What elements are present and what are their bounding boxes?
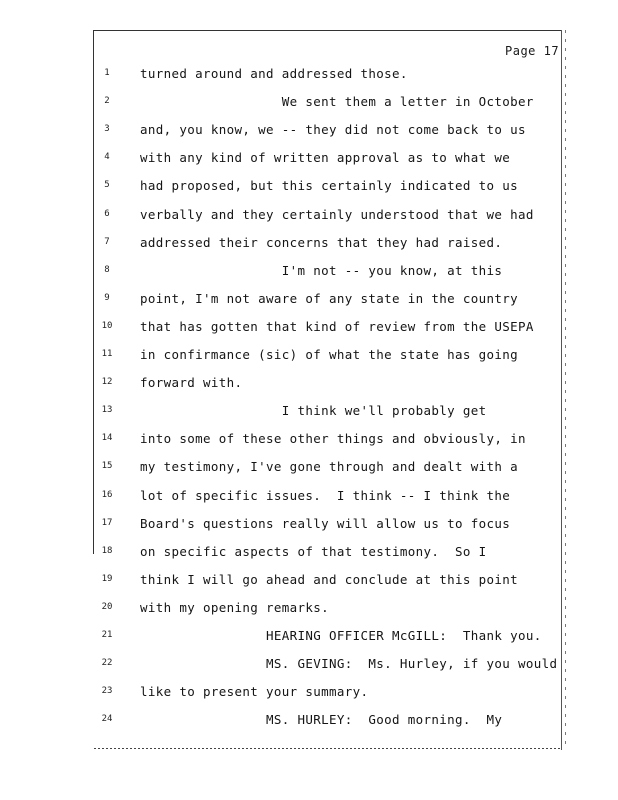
- line-number: 18: [101, 545, 113, 556]
- line-number: 10: [101, 320, 113, 331]
- line-number: 17: [101, 517, 113, 528]
- transcript-line-text: Board's questions really will allow us to focus: [140, 515, 511, 531]
- transcript-line-text: lot of specific issues. I think -- I think the: [140, 487, 511, 503]
- transcript-line-text: think I will go ahead and conclude at this point: [140, 571, 519, 587]
- line-number: 8: [104, 264, 110, 275]
- transcript-line-text: into some of these other things and obviously, in: [140, 431, 526, 447]
- page-border-right-dashed: [565, 30, 566, 750]
- line-number: 21: [101, 630, 113, 640]
- transcript-line-text: like to present your summary.: [140, 684, 369, 700]
- transcript-line-text: my testimony, I've gone through and dealt with a: [140, 459, 519, 475]
- line-number: 13: [101, 405, 113, 416]
- line-number: 11: [101, 349, 113, 359]
- line-number: 23: [101, 686, 113, 697]
- line-number: 16: [101, 489, 113, 500]
- transcript-line-text: MS. GEVING: Ms. Hurley, if you would: [140, 656, 558, 672]
- line-number: 12: [101, 377, 113, 388]
- transcript-line-text: I think we'll probably get: [140, 403, 487, 419]
- line-number: 24: [101, 714, 113, 725]
- transcript-line-text: forward with.: [140, 375, 243, 391]
- line-number: 4: [104, 152, 110, 163]
- transcript-line-text: in confirmance (sic) of what the state has going: [140, 347, 519, 362]
- transcript-line-text: We sent them a letter in October: [140, 94, 534, 110]
- line-number: 15: [101, 461, 113, 472]
- transcript-line-text: turned around and addressed those.: [140, 66, 408, 81]
- line-number: 7: [104, 236, 110, 247]
- line-number: 3: [104, 124, 110, 135]
- line-number: 2: [104, 96, 110, 107]
- page-border-bottom: [94, 748, 562, 749]
- transcript-line-text: point, I'm not aware of any state in the country: [140, 290, 519, 306]
- page-number-label: Page 17: [505, 44, 560, 58]
- transcript-line-text: verbally and they certainly understood that we had: [140, 206, 534, 222]
- transcript-line-text: MS. HURLEY: Good morning. My: [140, 712, 503, 728]
- page-border-right: [561, 30, 562, 750]
- transcript-line-text: with any kind of written approval as to what we: [140, 150, 511, 166]
- transcript-line-text: had proposed, but this certainly indicated to us: [140, 178, 519, 194]
- transcript-line-text: addressed their concerns that they had raised.: [140, 234, 503, 250]
- line-number: 19: [101, 573, 113, 584]
- transcript-line-text: that has gotten that kind of review from the USEPA: [140, 318, 534, 334]
- page-border-top: [94, 30, 562, 31]
- line-number: 22: [101, 658, 113, 669]
- line-number: 9: [104, 292, 110, 303]
- line-number: 5: [104, 180, 110, 191]
- transcript-line-text: on specific aspects of that testimony. So I: [140, 543, 487, 559]
- transcript-line-text: I'm not -- you know, at this: [140, 262, 503, 278]
- line-number: 1: [104, 68, 110, 78]
- line-number: 14: [101, 433, 113, 444]
- line-number: 20: [101, 601, 113, 612]
- line-number: 6: [104, 208, 110, 219]
- transcript-line-text: HEARING OFFICER McGILL: Thank you.: [140, 628, 542, 643]
- transcript-line-text: and, you know, we -- they did not come back to us: [140, 122, 526, 138]
- transcript-line-text: with my opening remarks.: [140, 599, 330, 615]
